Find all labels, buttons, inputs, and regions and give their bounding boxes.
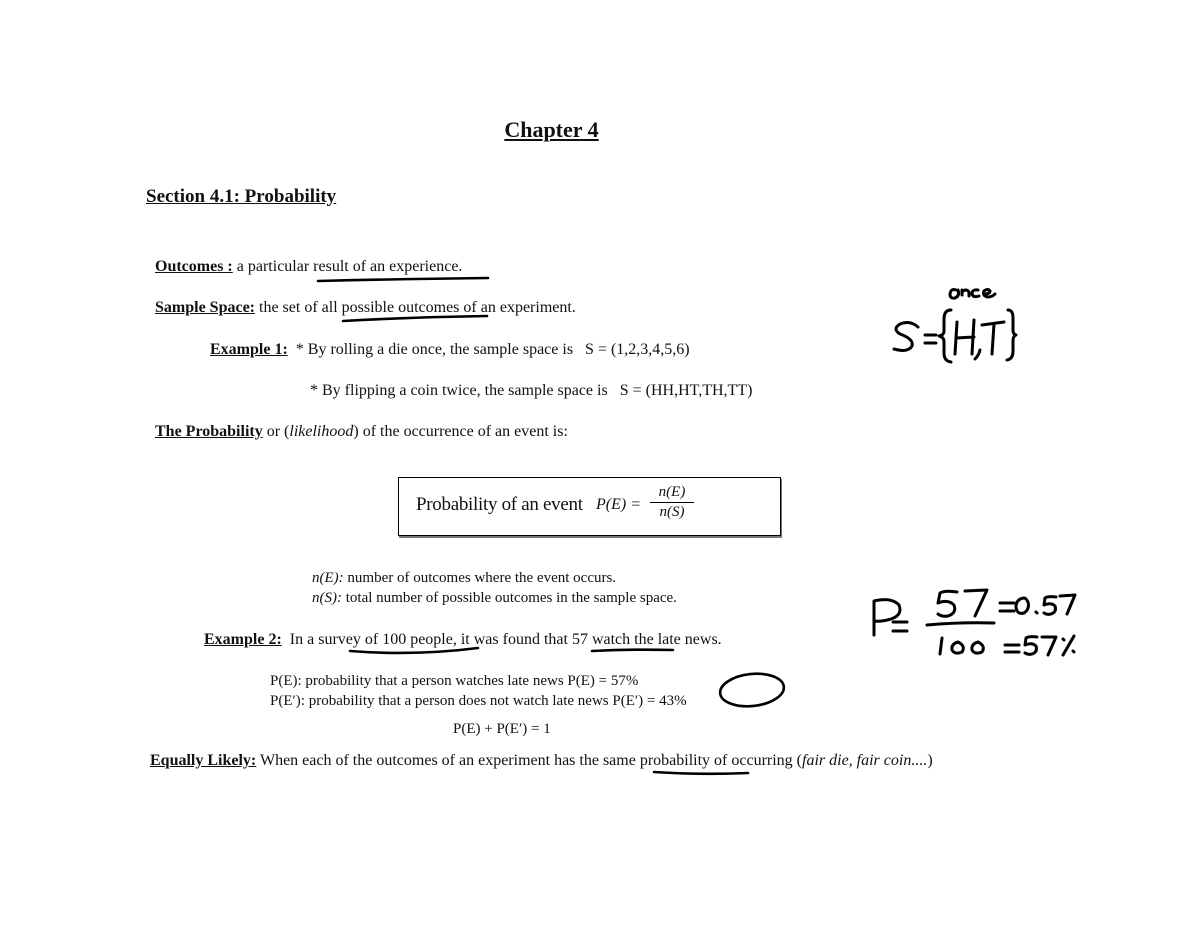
example2-text: In a survey of 100 people, it was found that 57 watch the late news.	[289, 631, 722, 648]
probability-rest: ) of the occurrence of an event is:	[353, 423, 568, 440]
outcomes-text: a particular result of an experience.	[236, 258, 463, 275]
pe-line: P(E): probability that a person watches late news P(E) = 57%	[270, 673, 639, 689]
equally-likely-definition	[150, 752, 933, 770]
sample-space-text: the set of all possible outcomes of an experiment.	[259, 299, 576, 316]
handwritten-probability	[874, 590, 1075, 655]
equally-likely-examples: fair die, fair coin....	[802, 752, 928, 769]
example1-line2-text: * By flipping a coin twice, the sample space is	[310, 382, 608, 399]
section-title: Section 4.1: Probability	[146, 186, 337, 207]
formula-numerator: n(E)	[650, 484, 694, 503]
ne-symbol: n(E):	[312, 570, 344, 586]
ns-text: total number of possible outcomes in the sample space.	[345, 590, 677, 606]
underline-result-of-experience	[318, 278, 488, 281]
formula-lhs: P(E) =	[596, 496, 641, 513]
formula-fraction	[650, 484, 694, 521]
probability-definition	[155, 423, 568, 441]
outcomes-definition	[155, 258, 462, 276]
handwritten-once	[950, 290, 995, 299]
equally-likely-text: When each of the outcomes of an experiment has the same probability of occurring (	[259, 752, 802, 769]
underline-same-probability	[654, 772, 748, 774]
probability-or: or (	[266, 423, 290, 440]
sample-space-term: Sample Space:	[155, 299, 255, 316]
handwritten-sample-space	[894, 310, 1016, 362]
formula-denominator: n(S)	[659, 504, 685, 520]
likelihood-word: likelihood	[289, 423, 354, 440]
circle-pe-prime	[719, 671, 786, 710]
underline-that-57-watch	[592, 650, 673, 651]
ns-symbol: n(S):	[312, 590, 342, 606]
example1-line1-set: S = (1,2,3,4,5,6)	[585, 341, 690, 358]
probability-sum-line: P(E) + P(E′) = 1	[453, 721, 551, 737]
ns-definition	[312, 590, 677, 607]
equally-likely-term: Equally Likely:	[150, 752, 257, 769]
example1-label: Example 1:	[210, 341, 288, 358]
equally-likely-close: )	[927, 752, 933, 769]
probability-formula-box	[398, 477, 781, 536]
ne-definition	[312, 570, 616, 587]
example2-line	[204, 631, 722, 649]
probability-term: The Probability	[155, 423, 263, 440]
outcomes-term: Outcomes :	[155, 258, 233, 275]
pe-prime-line: P(E′): probability that a person does not watch late news P(E′) = 43%	[270, 693, 687, 709]
example1-line1	[210, 341, 690, 359]
example1-line2-set: S = (HH,HT,TH,TT)	[619, 382, 753, 399]
example1-line1-text: * By rolling a die once, the sample space is	[295, 341, 574, 358]
formula-label: Probability of an event	[416, 494, 583, 515]
ne-text: number of outcomes where the event occurs.	[347, 570, 617, 586]
example1-line2	[310, 382, 752, 400]
chapter-title: Chapter 4	[504, 117, 599, 142]
sample-space-definition	[155, 299, 576, 317]
example2-label: Example 2:	[204, 631, 282, 648]
